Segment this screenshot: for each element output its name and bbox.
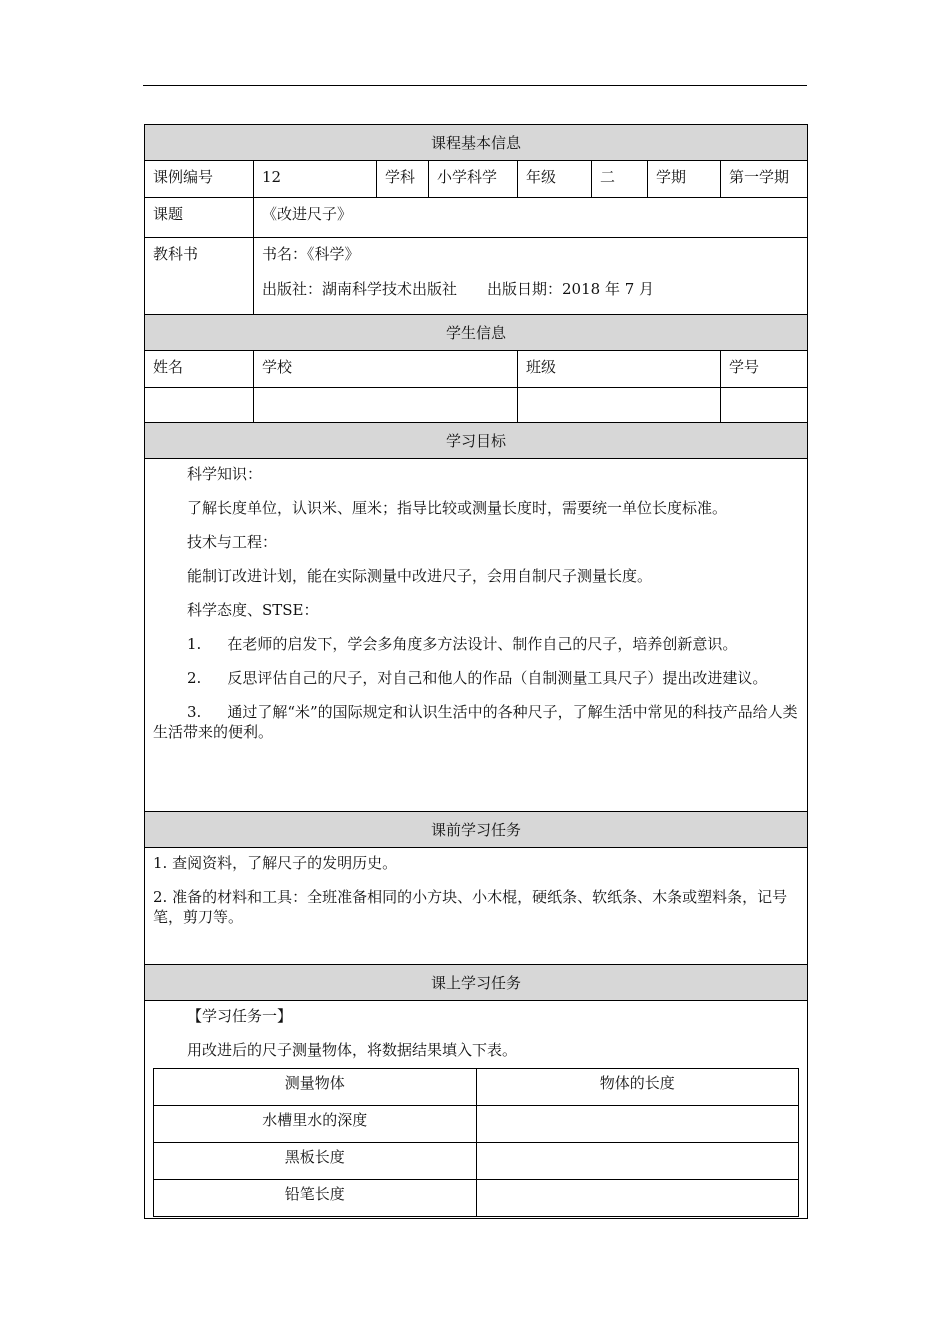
pre-class-task-2: 2. 准备的材料和工具：全班准备相同的小方块、小木棍，硬纸条、软纸条、木条或塑料条，记号笔，剪刀等。 <box>153 888 788 926</box>
student-values-row <box>145 388 808 423</box>
student-class-label: 班级 <box>518 351 721 388</box>
student-name-label: 姓名 <box>145 351 254 388</box>
goal-item-2-number: 2. <box>187 669 202 687</box>
goal-item-3 <box>153 702 799 756</box>
header-rule <box>143 85 807 86</box>
student-labels-row <box>145 351 808 388</box>
topic-row <box>145 198 808 238</box>
goal-item-2 <box>153 668 799 702</box>
textbook-label: 教科书 <box>145 238 254 315</box>
subject-label: 学科 <box>377 161 429 198</box>
measurement-table <box>153 1068 799 1217</box>
goal-item-1-number: 1. <box>187 635 202 653</box>
measurement-length-field[interactable] <box>476 1143 799 1180</box>
case-no-label: 课例编号 <box>145 161 254 198</box>
textbook-name: 书名：《科学》 <box>262 245 360 263</box>
goal-item-2-text: 反思评估自己的尺子，对自己和他人的作品（自制测量工具尺子）提出改进建议。 <box>227 669 768 687</box>
measurement-object: 铅笔长度 <box>154 1180 477 1217</box>
section-header: 课前学习任务 <box>145 812 808 848</box>
section-header: 学习目标 <box>145 423 808 459</box>
in-class-content <box>145 1001 808 1219</box>
case-no-value: 12 <box>254 161 377 198</box>
subject-value: 小学科学 <box>429 161 518 198</box>
pre-class-content <box>145 848 808 965</box>
lesson-plan-table <box>144 124 808 1219</box>
student-school-label: 学校 <box>254 351 518 388</box>
measurement-length-field[interactable] <box>476 1180 799 1217</box>
term-value: 第一学期 <box>721 161 808 198</box>
task-title: 【学习任务一】 <box>187 1007 293 1025</box>
measurement-length-field[interactable] <box>476 1106 799 1143</box>
measurement-header-row <box>154 1069 799 1106</box>
goals-content <box>145 459 808 812</box>
student-school-field[interactable] <box>254 388 518 423</box>
tech-text: 能制订改进计划，能在实际测量中改进尺子，会用自制尺子测量长度。 <box>187 567 653 585</box>
student-id-field[interactable] <box>721 388 808 423</box>
term-label: 学期 <box>648 161 721 198</box>
goal-item-3-text: 通过了解“米”的国际规定和认识生活中的各种尺子，了解生活中常见的科技产品给人类生活带来的便利。 <box>153 703 798 741</box>
goal-item-3-number: 3. <box>187 703 202 721</box>
textbook-row <box>145 238 808 315</box>
student-name-field[interactable] <box>145 388 254 423</box>
measurement-header-length: 物体的长度 <box>476 1069 799 1106</box>
section-header: 学生信息 <box>145 315 808 351</box>
course-meta-row <box>145 161 808 198</box>
table-row <box>154 1143 799 1180</box>
pre-class-header-row <box>145 812 808 848</box>
task-instruction: 用改进后的尺子测量物体，将数据结果填入下表。 <box>187 1041 518 1059</box>
textbook-publisher: 出版社：湖南科学技术出版社 出版日期：2018 年 7 月 <box>262 280 655 298</box>
section-header: 课程基本信息 <box>145 125 808 161</box>
topic-value: 《改进尺子》 <box>254 198 808 238</box>
tech-heading: 技术与工程： <box>187 533 278 551</box>
table-row <box>154 1106 799 1143</box>
grade-value: 二 <box>592 161 648 198</box>
goals-header-row <box>145 423 808 459</box>
pre-class-task-1: 1. 查阅资料，了解尺子的发明历史。 <box>153 854 398 872</box>
in-class-row <box>145 1001 808 1219</box>
pre-class-row <box>145 848 808 965</box>
in-class-header-row <box>145 965 808 1001</box>
student-class-field[interactable] <box>518 388 721 423</box>
student-id-label: 学号 <box>721 351 808 388</box>
table-row <box>154 1180 799 1217</box>
section-header: 课上学习任务 <box>145 965 808 1001</box>
attitude-heading: 科学态度、STSE： <box>187 601 319 619</box>
topic-label: 课题 <box>145 198 254 238</box>
goals-row <box>145 459 808 812</box>
measurement-object: 水槽里水的深度 <box>154 1106 477 1143</box>
textbook-details <box>254 238 808 315</box>
student-info-header-row <box>145 315 808 351</box>
grade-label: 年级 <box>518 161 592 198</box>
goal-item-1 <box>153 634 799 668</box>
measurement-header-object: 测量物体 <box>154 1069 477 1106</box>
science-knowledge-heading: 科学知识： <box>187 465 263 483</box>
course-info-header-row <box>145 125 808 161</box>
science-knowledge-text: 了解长度单位，认识米、厘米；指导比较或测量长度时，需要统一单位长度标准。 <box>187 499 728 517</box>
measurement-object: 黑板长度 <box>154 1143 477 1180</box>
goal-item-1-text: 在老师的启发下，学会多角度多方法设计、制作自己的尺子，培养创新意识。 <box>227 635 738 653</box>
